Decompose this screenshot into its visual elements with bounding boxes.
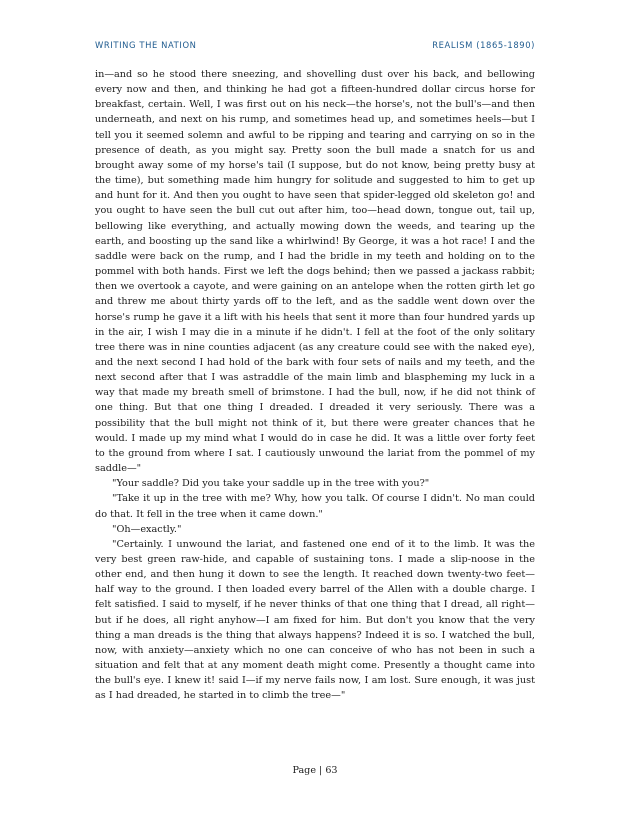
running-header [95, 40, 535, 50]
page-number: Page | 63 [292, 765, 338, 776]
body-text [95, 67, 535, 704]
paragraph-2: "Your saddle? Did you take your saddle up in the tree with you?" [112, 478, 430, 490]
header-chapter-title: REALISM (1865-1890) [432, 40, 535, 50]
paragraph-1: in—and so he stood there sneezing, and shovelling dust over his back, and bellowing every now and then, and thinking he had got a fifteen-hundred dollar circus horse for breakfast, certain. Well, I was first out on his neck—the horse's, not the bull's—and then underneath, and next on his rump, and sometimes head up, and sometimes heels—but I tell you it seemed solemn and awful to be ripping and tearing and carrying on so in the presence of death, as you might say. Pretty soon the bull made a snatch for us and brought away some of my horse's tail (I suppose, but do not know, being pretty busy at the time), but something made him hungry for solitude and suggested to him to get up and hunt for it. And then you ought to have seen that spider-legged old skeleton go! and you ought to have seen the bull cut out after him, too—head down, tongue out, tail up, bellowing like everything, and actually mowing down the weeds, and tearing up the earth, and boosting up the sand like a whirlwind! By George, it was a hot race! I and the saddle were back on the rump, and I had the bridle in my teeth and holding on to the pommel with both hands. First we left the dogs behind; then we passed a jackass rabbit; then we overtook a cayote, and were gaining on an antelope when the rotten girth let go and threw me about thirty yards off to the left, and as the saddle went down over the horse's rump he gave it a lift with his heels that sent it more than four hundred yards up in the air, I wish I may die in a minute if he didn't. I fell at the foot of the only solitary tree there was in nine counties adjacent (as any creature could see with the naked eye), and the next second I had hold of the bark with four sets of nails and my teeth, and the next second after that I was astraddle of the main limb and blaspheming my luck in a way that made my breath smell of brimstone. I had the bull, now, if he did not think of one thing. But that one thing I dreaded. I dreaded it very seriously. There was a possibility that the bull might not think of it, but there were greater chances that he would. I made up my mind what I would do in case he did. It was a little over forty feet to the ground from where I sat. I cautiously unwound the lariat from the pommel of my saddle—" [95, 69, 535, 475]
paragraph-3: "Take it up in the tree with me? Why, how you talk. Of course I didn't. No man could do that. It fell in the tree when it came down." [95, 493, 535, 520]
header-book-title: WRITING THE NATION [95, 40, 197, 50]
paragraph-4: "Oh—exactly." [112, 523, 182, 535]
paragraph-5: "Certainly. I unwound the lariat, and fastened one end of it to the limb. It was the very best green raw-hide, and capable of sustaining tons. I made a slip-noose in the other end, and then hung it down to see the length. It reached down twenty-two feet—half way to the ground. I then loaded every barrel of the Allen with a double charge. I felt satisfied. I said to myself, if he never thinks of that one thing that I dread, all right—but if he does, all right anyhow—I am fixed for him. But don't you know that the very thing a man dreads is the thing that always happens? Indeed it is so. I watched the bull, now, with anxiety—anxiety which no one can conceive of who has not been in such a situation and felt that at any moment death might come. Presently a thought came into the bull's eye. I knew it! said I—if my nerve fails now, I am lost. Sure enough, it was just as I had dreaded, he started in to climb the tree—" [95, 538, 535, 702]
